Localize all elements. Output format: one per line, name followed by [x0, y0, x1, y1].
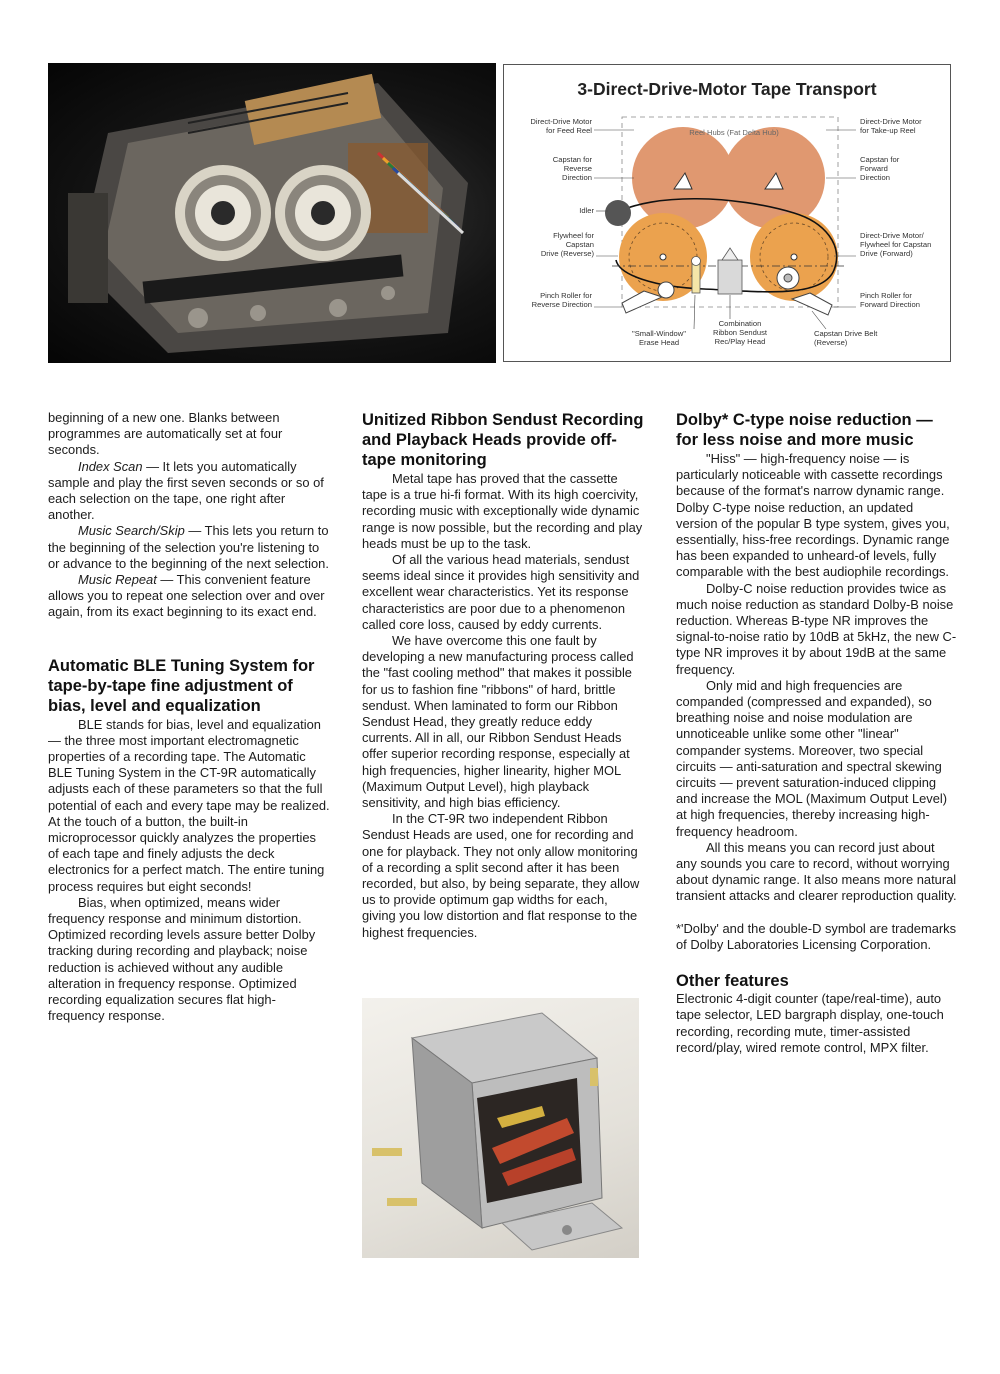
idler: [605, 200, 631, 226]
paragraph: Electronic 4-digit counter (tape/real-time), auto tape selector, LED bargraph display, one-touch recording, recording mute, timer-assisted record/play, wired remote control, MPX filter.: [676, 991, 944, 1055]
label-feed-motor: Direct-Drive Motor for Feed Reel: [530, 117, 592, 135]
tape-transport-photo: [48, 63, 496, 363]
label-flywheel-forward: Direct-Drive Motor/ Flywheel for Capstan Drive (Forward): [860, 231, 932, 258]
paragraph: We have overcome this one fault by developing a new manufacturing process called the "fast cooling method" that makes it possible for us to fashion fine "ribbons" of hard, brittle sendust. When laminated to form our Ribbon Sendust Head, they greatly reduce eddy currents. All in all, our Ribbon Sendust Heads offer superior recording response, especially at high frequencies, higher linearity, higher MOL (Maximum Output Level), high playback sensitivity, and high bias efficiency.: [362, 633, 634, 811]
label-takeup-motor: Direct-Drive Motor for Take-up Reel: [860, 117, 922, 135]
paragraph: "Hiss" — high-frequency noise — is particularly noticeable with cassette recordings because of the format's narrow dynamic range. Dolby C-type noise reduction, an updated version of the popular B type system, gives you, essentially, hiss-free recordings. Dynamic range has been expanded to unheard-of levels, fully comparable with the best audiophile recordings.: [676, 451, 950, 580]
sendust-head-illustration: [362, 998, 639, 1258]
column-1: [48, 410, 330, 1025]
paragraph: In the CT-9R two independent Ribbon Sendust Heads are used, one for recording and one for playback. They not only allow monitoring of a recording a split second after it has been recorded, but also, by being separate, they allow us to provide optimum gap widths for each, giving you low distortion and flat response to the highest frequencies.: [362, 811, 640, 940]
tape-transport-diagram: [503, 64, 951, 362]
label-erase-head: "Small-Window" Erase Head: [632, 329, 686, 347]
paragraph: Dolby-C noise reduction provides twice as much noise reduction as standard Dolby-B noise reduction. Whereas B-type NR improves the signal-to-noise ratio by 10dB at 5kHz, the new C-type NR improves it by about 19dB at the same frequency.: [676, 580, 957, 677]
column-2: [362, 410, 644, 941]
paragraph: Only mid and high frequencies are companded (compressed and expanded), so breathing noise and noise modulation are unnoticeable unlike some other "linear" compander systems. Moreover, two special circuits — anti-saturation and spectral skewing circuits — prevent saturation-induced clipping and increase the MOL (Maximum Output Level) at high frequencies, thereby increasing high-frequency headroom.: [676, 677, 948, 839]
diagram-title: 3-Direct-Drive-Motor Tape Transport: [577, 79, 877, 99]
paragraph: Music Repeat — This convenient feature allows you to repeat one selection over and over again, from its exact beginning to its exact end.: [48, 572, 325, 620]
section-heading: Automatic BLE Tuning System for tape-by-tape fine adjustment of bias, level and equalization: [48, 656, 315, 715]
label-flywheel-reverse: Flywheel for Capstan Drive (Reverse): [540, 231, 594, 258]
feature-term: Music Repeat: [78, 572, 157, 588]
trademark-footnote: *'Dolby' and the double-D symbol are trademarks of Dolby Laboratories Licensing Corporation.: [676, 920, 957, 952]
paragraph: BLE stands for bias, level and equalization — the three most important electromagnetic properties of a recording tape. The Automatic BLE Tuning System in the CT-9R automatically adjusts each of these parameters so that the full potential of each and every tape may be realized. At the touch of a button, the built-in microprocessor quickly analyzes the properties of each tape and finely adjusts the deck electronics for a perfect match. The entire tuning process requires but eight seconds!: [48, 716, 330, 894]
paragraph: Index Scan — It lets you automatically sample and play the first seven seconds or so of each selection on the tape, one right after another.: [48, 458, 324, 523]
paragraph: Metal tape has proved that the cassette tape is a true hi-fi format. With its high coercivity, recording music with exceptionally wide dynamic range is now possible, but the recording and play heads must be up to the task.: [362, 471, 643, 551]
label-idler: Idler: [579, 206, 594, 215]
section-heading: Unitized Ribbon Sendust Recording and Playback Heads provide off-tape monitoring: [362, 411, 644, 469]
label-drive-belt: Capstan Drive Belt (Reverse): [814, 329, 878, 347]
column-3: [676, 410, 958, 1056]
section-heading: Other features: [676, 972, 789, 991]
label-capstan-forward: Capstan for Forward Direction: [860, 155, 900, 182]
label-capstan-reverse: Capstan for Reverse Direction: [552, 155, 592, 182]
section-heading: Dolby* C-type noise reduction — for less noise and more music: [676, 411, 933, 449]
paragraph: beginning of a new one. Blanks between programmes are automatically set at four seconds.: [48, 410, 283, 458]
paragraph: Of all the various head materials, sendust seems ideal since it provides high sensitivity and excellent wear characteristics. Yet its response characteristics are poor due to a phenomenon called core loss, caused by eddy currents.: [362, 552, 640, 632]
paragraph: Bias, when optimized, means wider frequency response and minimum distortion. Optimized recording levels assure better Dolby tracking during recording and playback; noise reduction is achieved without any audible alteration in frequency response. Optimized recording equalization secures flat high-frequency response.: [48, 894, 316, 1024]
transport-mechanism-illustration: [48, 63, 496, 363]
paragraph: Music Search/Skip — This lets you return to the beginning of the selection you're listening to or advance to the beginning of the next selection.: [48, 523, 329, 571]
label-reel-hubs: Reel Hubs (Fat Delta Hub): [689, 128, 779, 137]
paragraph: All this means you can record just about any sounds you care to record, without worrying about dynamic range. It also means more natural transient attacks and clearer reproduction quality.: [676, 839, 957, 904]
feature-term: Music Search/Skip: [78, 523, 185, 539]
recording-head-photo: [362, 998, 639, 1258]
label-pinch-forward: Pinch Roller for Forward Direction: [860, 291, 920, 309]
feature-term: Index Scan: [78, 458, 143, 474]
label-pinch-reverse: Pinch Roller for Reverse Direction: [531, 291, 592, 309]
label-rec-play-head: Combination Ribbon Sendust Rec/Play Head: [712, 319, 768, 346]
